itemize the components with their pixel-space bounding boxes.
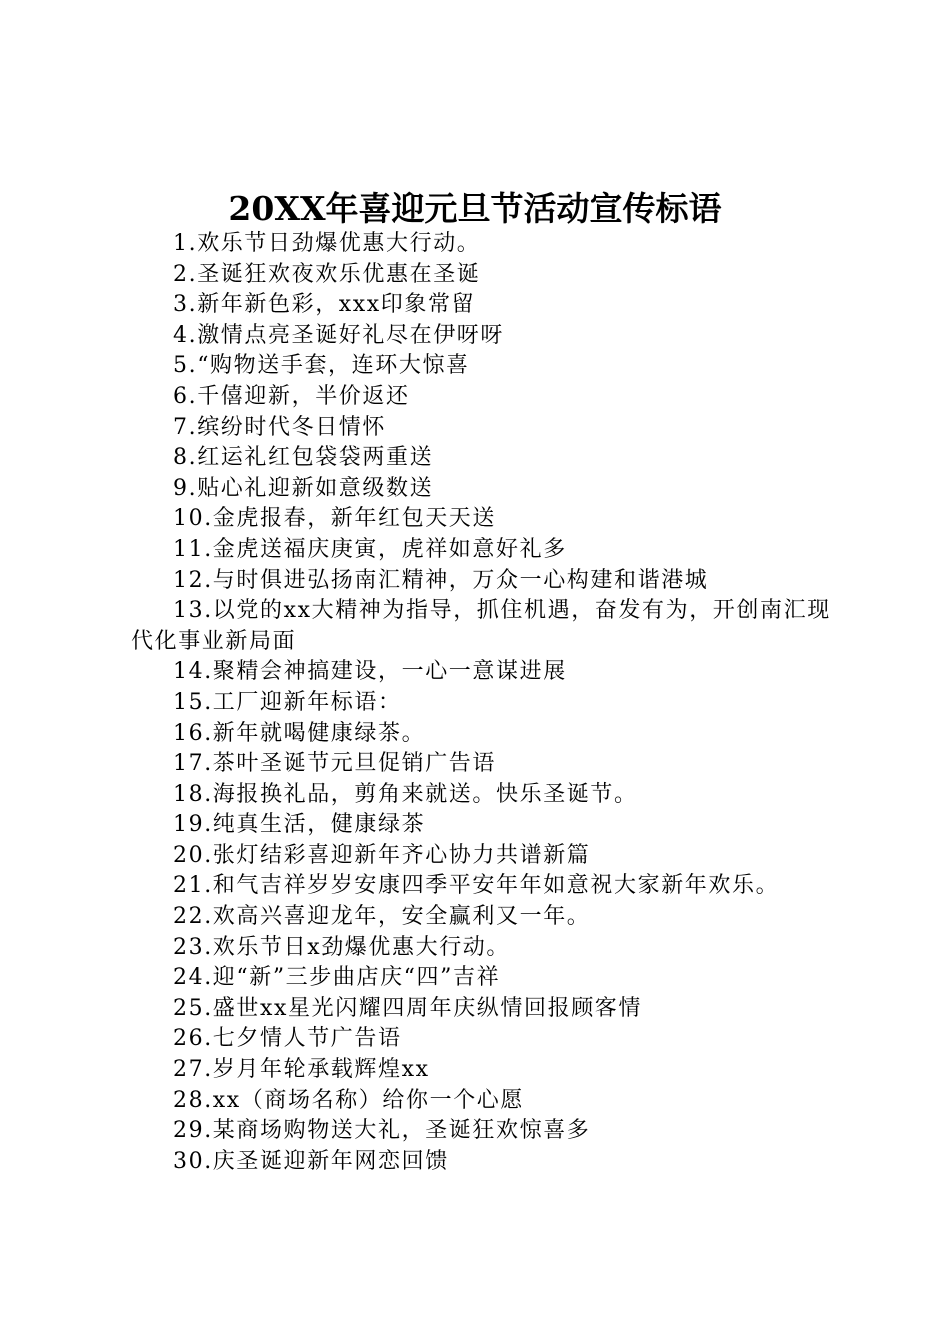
slogan-item: 24.迎“新”三步曲店庆“四”吉祥 [173, 965, 501, 991]
slogan-item: 17.茶叶圣诞节元旦促销广告语 [173, 751, 496, 777]
slogan-item: 3.新年新色彩，xxx印象常留 [173, 292, 476, 318]
slogan-item: 30.庆圣诞迎新年网恋回馈 [173, 1148, 449, 1174]
slogan-item: 29.某商场购物送大礼，圣诞狂欢惊喜多 [173, 1118, 591, 1144]
slogan-item: 11.金虎送福庆庚寅，虎祥如意好礼多 [173, 536, 567, 562]
document-title: 20XX年喜迎元旦节活动宣传标语 [228, 189, 722, 228]
slogan-item: 19.纯真生活，健康绿茶 [173, 812, 426, 838]
slogan-item: 25.盛世xx星光闪耀四周年庆纵情回报顾客情 [173, 995, 643, 1021]
slogan-item: 21.和气吉祥岁岁安康四季平安年年如意祝大家新年欢乐。 [173, 873, 780, 899]
slogan-item: 10.金虎报春，新年红包天天送 [173, 506, 496, 532]
slogan-item: 1.欢乐节日劲爆优惠大行动。 [173, 231, 481, 256]
slogan-item: 8.红运礼红包袋袋两重送 [173, 445, 434, 471]
slogan-item: 13.以党的xx大精神为指导，抓住机遇，奋发有为，开创南汇现代化事业新局面 [131, 598, 831, 654]
slogan-item: 6.千僖迎新，半价返还 [173, 383, 410, 409]
slogan-item: 2.圣诞狂欢夜欢乐优惠在圣诞 [173, 261, 481, 287]
slogan-item: 14.聚精会神搞建设，一心一意谋进展 [173, 659, 567, 685]
slogan-item: 15.工厂迎新年标语： [173, 689, 402, 715]
slogan-item: 16.新年就喝健康绿茶。 [173, 720, 426, 746]
slogan-item: 18.海报换礼品，剪角来就送。快乐圣诞节。 [173, 781, 638, 807]
slogan-item: 5.“购物送手套，连环大惊喜 [173, 353, 470, 379]
slogan-list [131, 229, 831, 1177]
slogan-item: 26.七夕情人节广告语 [173, 1026, 402, 1052]
slogan-item: 12.与时俱进弘扬南汇精神，万众一心构建和谐港城 [173, 567, 709, 593]
slogan-item: 22.欢高兴喜迎龙年，安全赢利又一年。 [173, 904, 591, 930]
slogan-item: 9.贴心礼迎新如意级数送 [173, 475, 434, 501]
slogan-item: 7.缤纷时代冬日情怀 [173, 414, 386, 440]
slogan-item: 20.张灯结彩喜迎新年齐心协力共谱新篇 [173, 842, 591, 868]
slogan-item: 28.xx（商场名称）给你一个心愿 [173, 1087, 525, 1113]
slogan-item: 27.岁月年轮承载辉煌xx [173, 1057, 430, 1083]
slogan-item: 23.欢乐节日x劲爆优惠大行动。 [173, 934, 510, 960]
slogan-item: 4.激情点亮圣诞好礼尽在伊呀呀 [173, 322, 504, 348]
